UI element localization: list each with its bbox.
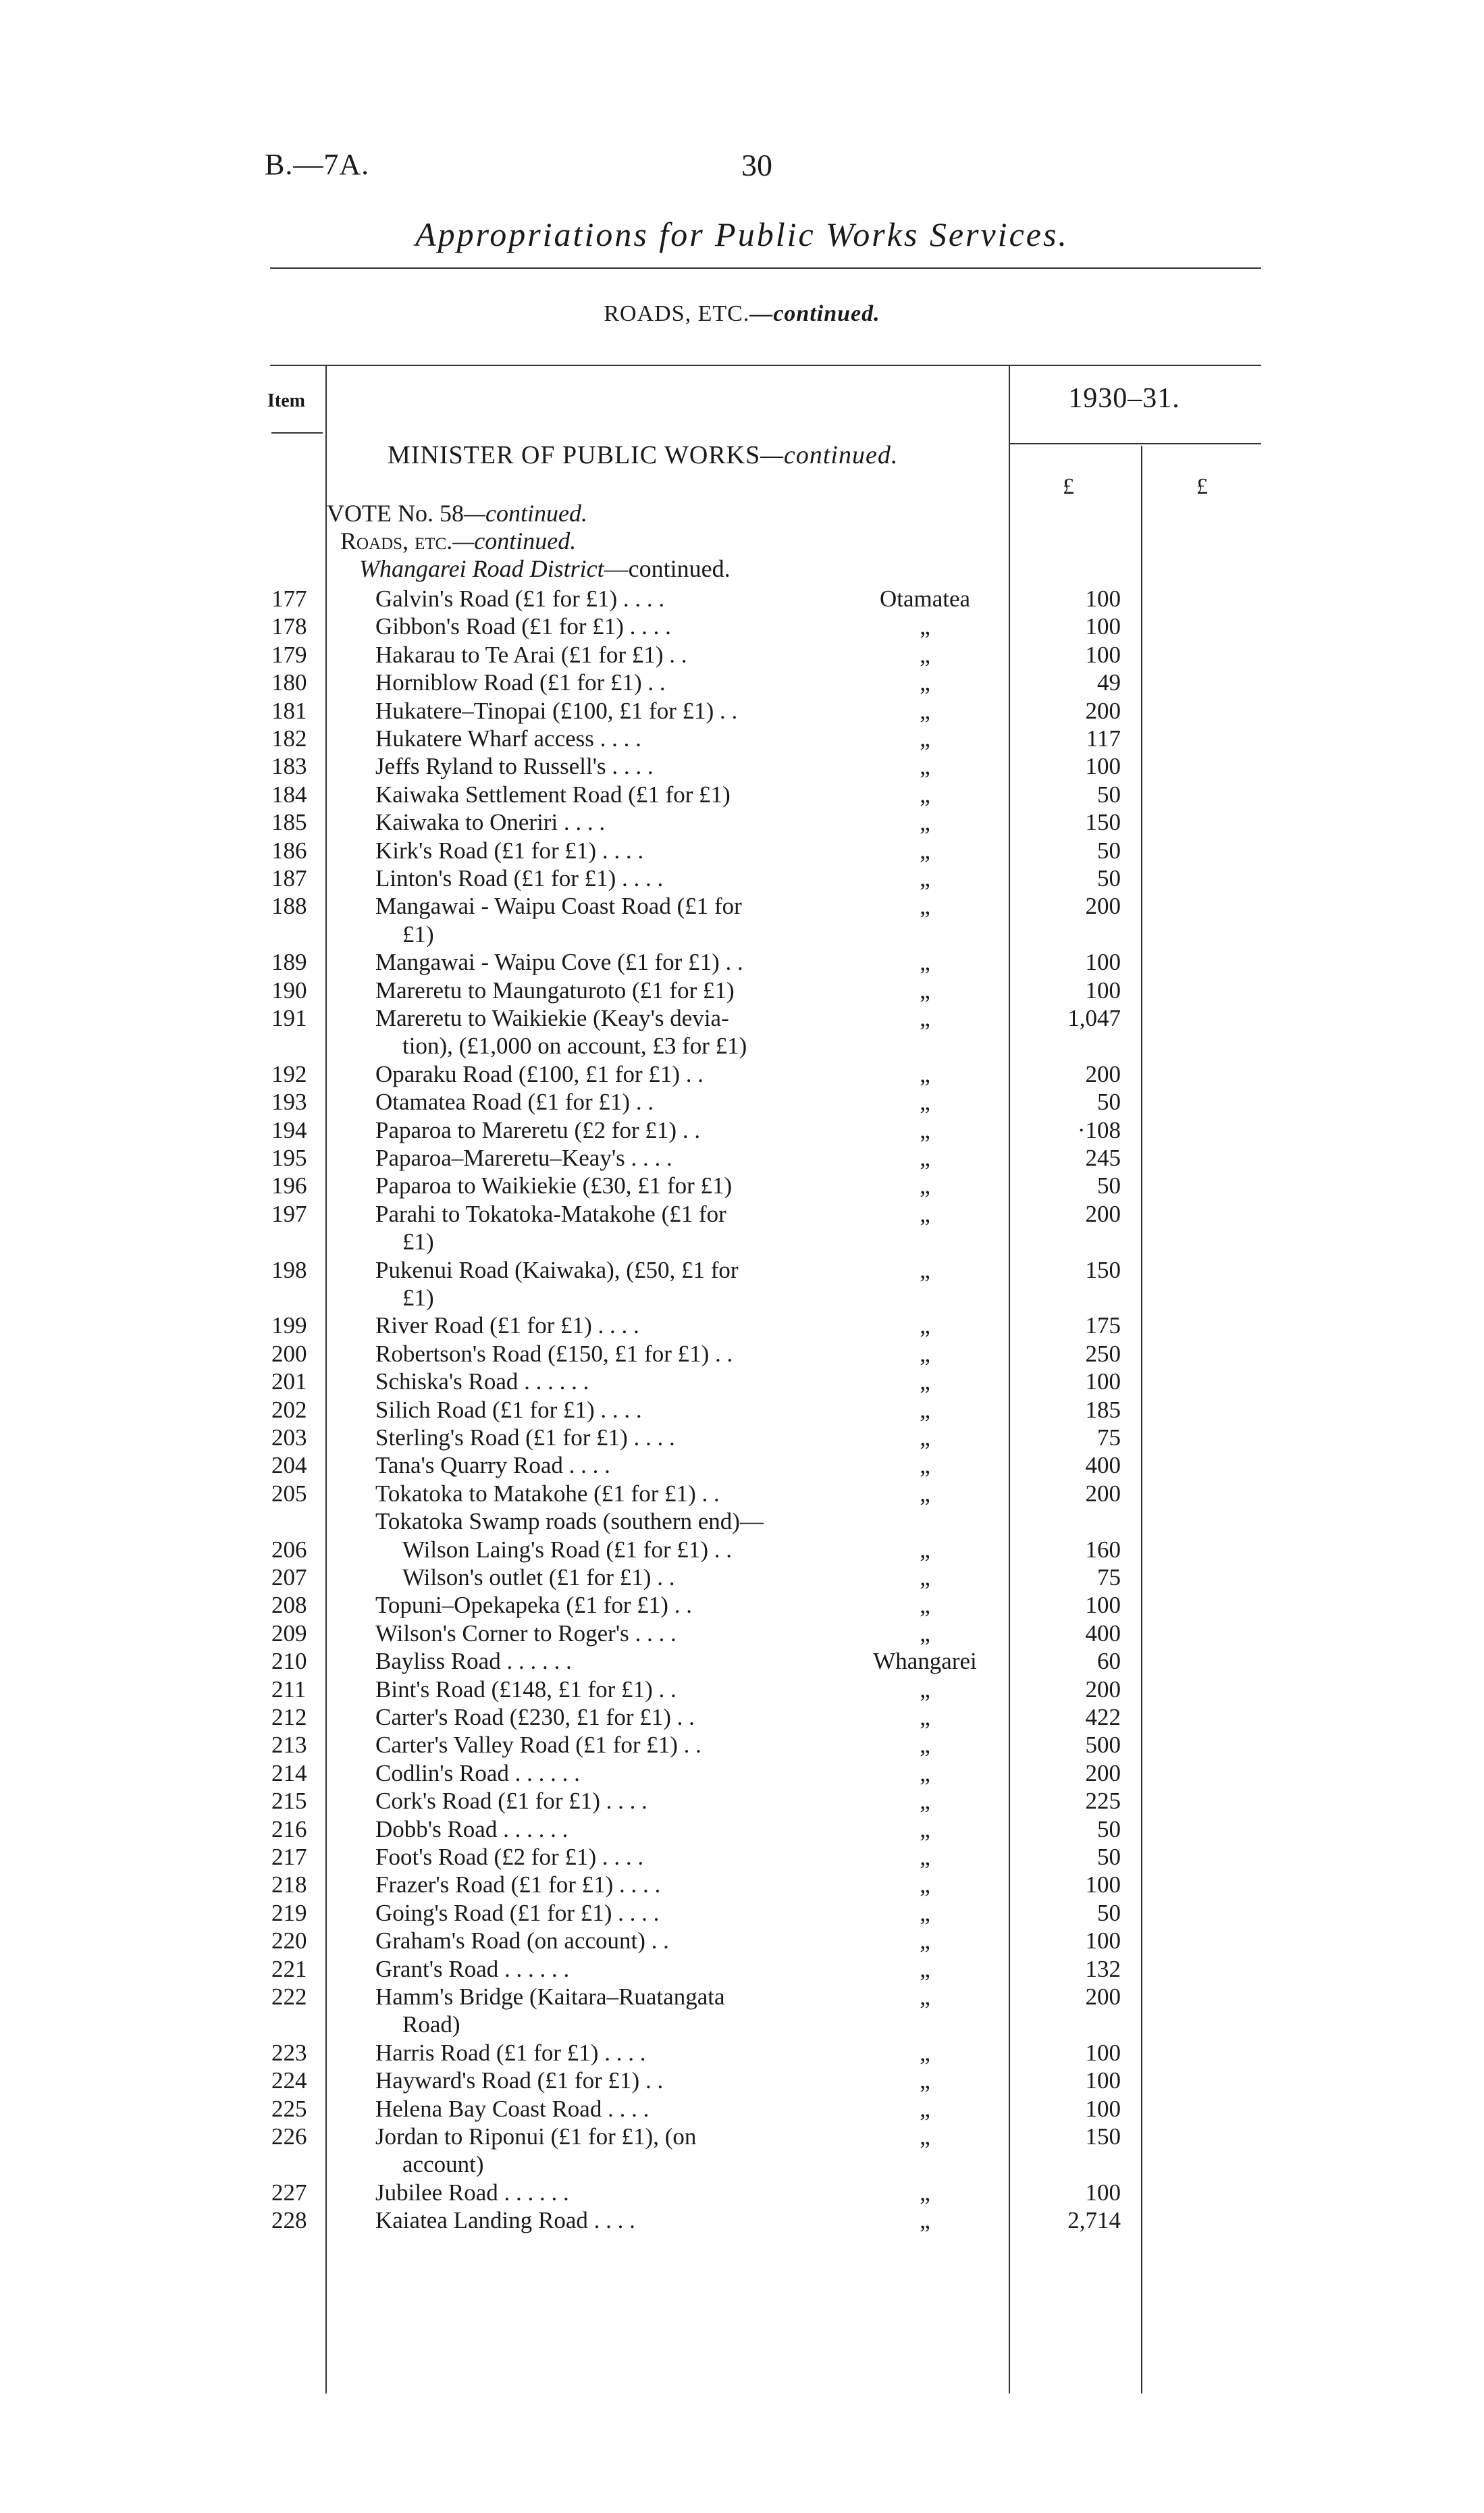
item-district: „ — [920, 865, 930, 891]
item-column-divider — [325, 366, 327, 2393]
item-description: Parahi to Tokatoka-Matakohe (£1 for — [375, 1200, 726, 1227]
item-description: Kaiwaka Settlement Road (£1 for £1) — [375, 781, 731, 808]
item-description: Grant's Road . . . . . . — [375, 1955, 570, 1982]
item-number: 183 — [271, 753, 307, 780]
item-amount: 400 — [1085, 1620, 1121, 1647]
item-number: 201 — [271, 1368, 307, 1395]
item-description: Tokatoka Swamp roads (southern end)— — [375, 1508, 764, 1535]
item-district: „ — [920, 1788, 930, 1815]
item-description: Harris Road (£1 for £1) . . . . — [375, 2039, 646, 2066]
item-description: Galvin's Road (£1 for £1) . . . . — [375, 586, 665, 612]
item-number: 199 — [271, 1312, 307, 1339]
item-number: 212 — [271, 1704, 307, 1730]
item-number: 203 — [271, 1424, 307, 1451]
minister-heading-text: MINISTER OF PUBLIC WORKS — [388, 441, 761, 469]
item-number: 205 — [271, 1480, 307, 1507]
year-column-header: 1930–31. — [1068, 383, 1180, 414]
item-district: „ — [920, 1452, 930, 1479]
item-number: 186 — [271, 837, 307, 864]
item-description: Mareretu to Waikiekie (Keay's devia- — [375, 1005, 729, 1031]
item-description: Paparoa to Mareretu (£2 for £1) . . — [375, 1116, 701, 1143]
item-number: 211 — [271, 1676, 307, 1703]
item-number: 210 — [271, 1648, 307, 1675]
item-district: „ — [920, 2067, 930, 2094]
item-district: „ — [920, 1899, 930, 1926]
item-amount: 49 — [1097, 669, 1121, 696]
item-district: „ — [920, 753, 930, 780]
item-district: „ — [920, 1312, 930, 1339]
item-amount: 100 — [1085, 1927, 1121, 1954]
item-description: Jeffs Ryland to Russell's . . . . — [375, 753, 654, 780]
item-description: Helena Bay Coast Road . . . . — [375, 2095, 650, 2122]
item-district: „ — [920, 1145, 930, 1171]
item-district: „ — [920, 1536, 930, 1563]
item-description: Hayward's Road (£1 for £1) . . — [375, 2067, 664, 2094]
item-district: „ — [920, 1704, 930, 1730]
item-header-rule — [271, 432, 323, 434]
item-number: 178 — [271, 613, 307, 640]
item-description: Frazer's Road (£1 for £1) . . . . — [375, 1871, 661, 1898]
item-number: 182 — [271, 725, 307, 752]
item-description: Wilson's Corner to Roger's . . . . — [375, 1620, 677, 1647]
subhead-heading — [340, 527, 576, 555]
item-description: Hamm's Bridge (Kaitara–Ruatangata — [375, 1984, 725, 2010]
vote-heading — [327, 500, 587, 527]
item-district: „ — [920, 2039, 930, 2066]
item-district: „ — [920, 1732, 930, 1759]
item-description: Graham's Road (on account) . . — [375, 1927, 669, 1954]
item-description: Wilson's outlet (£1 for £1) . . — [402, 1564, 675, 1590]
item-number: 181 — [271, 697, 307, 724]
item-amount: 245 — [1085, 1145, 1121, 1171]
item-description-continuation: £1) — [402, 921, 434, 948]
item-district: „ — [920, 893, 930, 920]
item-district: „ — [920, 1172, 930, 1199]
item-number: 197 — [271, 1200, 307, 1227]
item-description: Robertson's Road (£150, £1 for £1) . . — [375, 1340, 733, 1367]
item-district: „ — [920, 2207, 930, 2234]
section-title-text: ROADS, ETC. — [604, 301, 750, 326]
district-heading-suffix: —continued. — [604, 555, 731, 582]
item-description: Jordan to Riponui (£1 for £1), (on — [375, 2123, 697, 2150]
item-number: 209 — [271, 1620, 307, 1647]
item-district: „ — [920, 1200, 930, 1227]
item-description: Oparaku Road (£100, £1 for £1) . . — [375, 1060, 704, 1087]
item-amount: 100 — [1085, 586, 1121, 612]
item-district: „ — [920, 613, 930, 640]
item-number: 216 — [271, 1815, 307, 1842]
item-amount: 422 — [1085, 1704, 1121, 1730]
item-district: „ — [920, 641, 930, 668]
item-amount: 50 — [1097, 1899, 1121, 1926]
item-description-continuation: £1) — [402, 1228, 434, 1255]
district-heading-text: Whangarei Road District — [359, 555, 604, 582]
page-number: 30 — [741, 148, 772, 182]
item-description: Linton's Road (£1 for £1) . . . . — [375, 865, 664, 891]
title-rule — [270, 267, 1261, 269]
item-number: 215 — [271, 1788, 307, 1815]
item-amount: 200 — [1085, 1060, 1121, 1087]
item-description: Sterling's Road (£1 for £1) . . . . — [375, 1424, 675, 1451]
district-column-divider — [1009, 366, 1010, 2393]
item-district: „ — [920, 977, 930, 1004]
item-amount: 117 — [1086, 725, 1121, 752]
item-amount: 50 — [1097, 865, 1121, 891]
item-district: Otamatea — [879, 586, 971, 612]
item-number: 218 — [271, 1871, 307, 1898]
subhead-heading-suffix: —continued. — [452, 527, 577, 554]
pound-column-1-header: £ — [1063, 474, 1074, 499]
item-district: „ — [920, 1620, 930, 1647]
item-description-continuation: tion), (£1,000 on account, £3 for £1) — [402, 1033, 747, 1060]
item-district: „ — [920, 1089, 930, 1116]
item-amount: ·108 — [1077, 1116, 1121, 1143]
item-description-continuation: Road) — [402, 2011, 460, 2038]
item-district: „ — [920, 1005, 930, 1031]
item-amount: 50 — [1097, 837, 1121, 864]
item-number: 222 — [271, 1984, 307, 2010]
item-amount: 175 — [1085, 1312, 1121, 1339]
item-amount: 200 — [1085, 1984, 1121, 2010]
item-district: „ — [920, 2095, 930, 2122]
item-description: Mareretu to Maungaturoto (£1 for £1) — [375, 977, 735, 1004]
item-number: 177 — [271, 586, 307, 612]
minister-heading — [388, 440, 898, 470]
item-amount: 200 — [1085, 893, 1121, 920]
item-number: 220 — [271, 1927, 307, 1954]
section-title-suffix: —continued. — [749, 301, 880, 326]
item-number: 227 — [271, 2179, 307, 2206]
item-number: 198 — [271, 1256, 307, 1283]
item-number: 190 — [271, 977, 307, 1004]
item-number: 200 — [271, 1340, 307, 1367]
item-amount: 50 — [1097, 1815, 1121, 1842]
section-title — [0, 301, 1484, 327]
item-amount: 100 — [1085, 1368, 1121, 1395]
item-district: „ — [920, 1955, 930, 1982]
item-description: Kaiwaka to Oneriri . . . . — [375, 809, 606, 836]
item-district: „ — [920, 725, 930, 752]
item-district: „ — [920, 2123, 930, 2150]
item-amount: 150 — [1085, 1256, 1121, 1283]
item-amount: 100 — [1085, 1871, 1121, 1898]
minister-heading-suffix: —continued. — [760, 441, 899, 469]
item-description: Kaiatea Landing Road . . . . — [375, 2207, 635, 2234]
subhead-heading-text: Roads, etc. — [340, 527, 453, 554]
item-number: 202 — [271, 1396, 307, 1423]
item-number: 217 — [271, 1844, 307, 1870]
amount-column-divider — [1141, 446, 1142, 2393]
item-description: Gibbon's Road (£1 for £1) . . . . — [375, 613, 671, 640]
item-district: „ — [920, 2179, 930, 2206]
item-amount: 100 — [1085, 753, 1121, 780]
item-description: Horniblow Road (£1 for £1) . . — [375, 669, 666, 696]
page-title: Appropriations for Public Works Services. — [415, 215, 1069, 253]
item-amount: 100 — [1085, 2179, 1121, 2206]
item-district: „ — [920, 781, 930, 808]
item-amount: 160 — [1085, 1536, 1121, 1563]
item-district: „ — [920, 1060, 930, 1087]
item-district: „ — [920, 1116, 930, 1143]
item-amount: 200 — [1085, 1759, 1121, 1786]
item-number: 206 — [271, 1536, 307, 1563]
item-amount: 100 — [1085, 613, 1121, 640]
item-district: „ — [920, 1368, 930, 1395]
item-amount: 150 — [1085, 809, 1121, 836]
item-number: 219 — [271, 1899, 307, 1926]
item-amount: 1,047 — [1067, 1005, 1121, 1031]
item-number: 192 — [271, 1060, 307, 1087]
item-number: 189 — [271, 949, 307, 976]
item-district: „ — [920, 1927, 930, 1954]
item-district: „ — [920, 669, 930, 696]
item-number: 185 — [271, 809, 307, 836]
item-amount: 100 — [1085, 977, 1121, 1004]
item-description: Paparoa–Mareretu–Keay's . . . . — [375, 1145, 672, 1171]
item-description: Paparoa to Waikiekie (£30, £1 for £1) — [375, 1172, 733, 1199]
item-description: Silich Road (£1 for £1) . . . . — [375, 1396, 642, 1423]
item-number: 223 — [271, 2039, 307, 2066]
item-amount: 2,714 — [1067, 2207, 1121, 2234]
item-description: Pukenui Road (Kaiwaka), (£50, £1 for — [375, 1256, 739, 1283]
vote-heading-suffix: —continued. — [463, 500, 587, 527]
item-amount: 100 — [1085, 1592, 1121, 1619]
item-description: Dobb's Road . . . . . . — [375, 1815, 568, 1842]
item-description: Carter's Valley Road (£1 for £1) . . — [375, 1732, 701, 1759]
item-number: 208 — [271, 1592, 307, 1619]
item-number: 225 — [271, 2095, 307, 2122]
item-description: Bayliss Road . . . . . . — [375, 1648, 572, 1675]
item-district: „ — [920, 697, 930, 724]
item-number: 194 — [271, 1116, 307, 1143]
item-amount: 400 — [1085, 1452, 1121, 1479]
item-district: „ — [920, 1480, 930, 1507]
item-district: „ — [920, 837, 930, 864]
item-district: „ — [920, 1676, 930, 1703]
item-description-continuation: £1) — [402, 1285, 434, 1311]
item-description: Hukatere–Tinopai (£100, £1 for £1) . . — [375, 697, 738, 724]
item-district: „ — [920, 1592, 930, 1619]
item-district: „ — [920, 1759, 930, 1786]
item-amount: 200 — [1085, 1676, 1121, 1703]
item-district: „ — [920, 1340, 930, 1367]
item-district: „ — [920, 1256, 930, 1283]
item-description: Otamatea Road (£1 for £1) . . — [375, 1089, 654, 1116]
document-reference: B.—7A. — [265, 148, 370, 181]
item-amount: 75 — [1097, 1424, 1121, 1451]
item-amount: 200 — [1085, 1200, 1121, 1227]
item-number: 195 — [271, 1145, 307, 1171]
item-district: „ — [920, 1844, 930, 1870]
item-number: 180 — [271, 669, 307, 696]
item-description: Schiska's Road . . . . . . — [375, 1368, 589, 1395]
item-amount: 50 — [1097, 781, 1121, 808]
item-number: 196 — [271, 1172, 307, 1199]
item-amount: 185 — [1085, 1396, 1121, 1423]
item-number: 188 — [271, 893, 307, 920]
item-district: „ — [920, 1815, 930, 1842]
item-description: Mangawai - Waipu Coast Road (£1 for — [375, 893, 742, 920]
item-description: Carter's Road (£230, £1 for £1) . . — [375, 1704, 695, 1730]
item-district: „ — [920, 1424, 930, 1451]
item-district: Whangarei — [873, 1648, 977, 1675]
item-amount: 100 — [1085, 2095, 1121, 2122]
item-description: Cork's Road (£1 for £1) . . . . — [375, 1788, 647, 1815]
item-description: Mangawai - Waipu Cove (£1 for £1) . . — [375, 949, 743, 976]
item-number: 221 — [271, 1955, 307, 1982]
item-number: 214 — [271, 1759, 307, 1786]
item-number: 207 — [271, 1564, 307, 1590]
item-description-continuation: account) — [402, 2151, 484, 2178]
item-description: Jubilee Road . . . . . . — [375, 2179, 569, 2206]
item-description: Tokatoka to Matakohe (£1 for £1) . . — [375, 1480, 720, 1507]
item-number: 191 — [271, 1005, 307, 1031]
item-amount: 50 — [1097, 1172, 1121, 1199]
item-number: 187 — [271, 865, 307, 891]
item-description: Hakarau to Te Arai (£1 for £1) . . — [375, 641, 687, 668]
item-number: 204 — [271, 1452, 307, 1479]
item-description: Foot's Road (£2 for £1) . . . . — [375, 1844, 644, 1870]
item-description: Kirk's Road (£1 for £1) . . . . — [375, 837, 644, 864]
item-description: Hukatere Wharf access . . . . — [375, 725, 641, 752]
item-number: 228 — [271, 2207, 307, 2234]
item-description: Topuni–Opekapeka (£1 for £1) . . — [375, 1592, 692, 1619]
item-number: 213 — [271, 1732, 307, 1759]
item-amount: 225 — [1085, 1788, 1121, 1815]
item-description: Wilson Laing's Road (£1 for £1) . . — [402, 1536, 733, 1563]
item-district: „ — [920, 809, 930, 836]
item-number: 179 — [271, 641, 307, 668]
item-amount: 100 — [1085, 641, 1121, 668]
item-amount: 60 — [1097, 1648, 1121, 1675]
item-district: „ — [920, 1396, 930, 1423]
item-number: 224 — [271, 2067, 307, 2094]
item-amount: 200 — [1085, 697, 1121, 724]
item-description: Going's Road (£1 for £1) . . . . — [375, 1899, 660, 1926]
item-amount: 500 — [1085, 1732, 1121, 1759]
item-description: Tana's Quarry Road . . . . — [375, 1452, 610, 1479]
item-amount: 100 — [1085, 2039, 1121, 2066]
year-header-rule — [1009, 443, 1261, 444]
item-amount: 150 — [1085, 2123, 1121, 2150]
item-district: „ — [920, 949, 930, 976]
item-description: Codlin's Road . . . . . . — [375, 1759, 580, 1786]
item-amount: 100 — [1085, 949, 1121, 976]
vote-heading-text: VOTE No. 58 — [327, 500, 464, 527]
pound-column-2-header: £ — [1196, 474, 1208, 499]
district-heading — [359, 555, 731, 583]
item-amount: 100 — [1085, 2067, 1121, 2094]
item-district: „ — [920, 1871, 930, 1898]
item-amount: 250 — [1085, 1340, 1121, 1367]
item-amount: 132 — [1085, 1955, 1121, 1982]
item-number: 226 — [271, 2123, 307, 2150]
table-top-rule — [270, 365, 1261, 366]
item-description: River Road (£1 for £1) . . . . — [375, 1312, 639, 1339]
item-amount: 50 — [1097, 1844, 1121, 1870]
item-amount: 75 — [1097, 1564, 1121, 1590]
item-district: „ — [920, 1564, 930, 1590]
item-column-header: Item — [267, 390, 305, 411]
item-amount: 200 — [1085, 1480, 1121, 1507]
item-description: Bint's Road (£148, £1 for £1) . . — [375, 1676, 677, 1703]
item-number: 193 — [271, 1089, 307, 1116]
item-district: „ — [920, 1984, 930, 2010]
item-number: 184 — [271, 781, 307, 808]
item-amount: 50 — [1097, 1089, 1121, 1116]
